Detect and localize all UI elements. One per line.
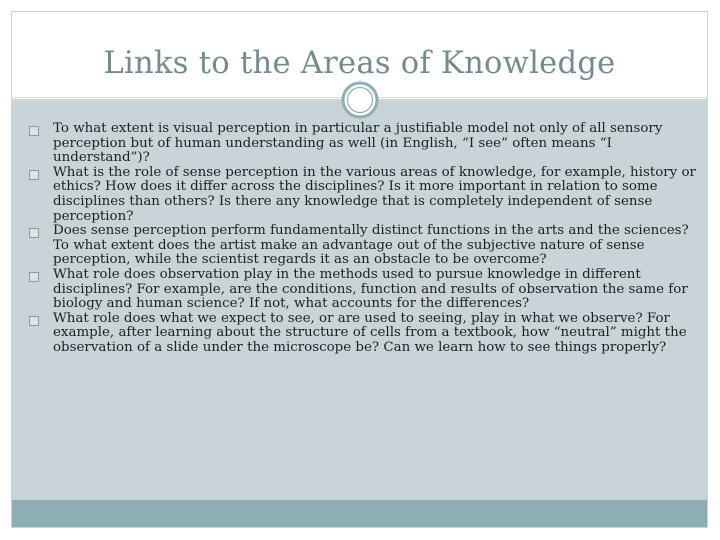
slide-title: Links to the Areas of Knowledge <box>103 46 616 81</box>
square-bullet-icon <box>29 170 39 180</box>
list-item <box>29 122 697 166</box>
square-bullet-icon <box>29 316 39 326</box>
bullet-text: What role does observation play in the methods used to pursue knowledge in different disciplines? For example, are the conditions, function and results of observation the same for biology and human science? If not, what accounts for the differences? <box>53 266 688 312</box>
title-divider-right <box>378 97 707 98</box>
bullet-text: What is the role of sense perception in the various areas of knowledge, for example, history or ethics? How does it differ across the disciplines? Is it more important in relation to some disciplines than others? Is there any knowledge that is completely independent of sense perception? <box>53 164 696 224</box>
list-item <box>29 224 697 268</box>
title-divider-left <box>12 97 342 98</box>
list-item <box>29 312 697 356</box>
square-bullet-icon <box>29 126 39 136</box>
square-bullet-icon <box>29 272 39 282</box>
list-item <box>29 268 697 312</box>
footer-bar <box>12 500 707 527</box>
list-item <box>29 166 697 224</box>
circle-emblem-icon <box>340 80 380 120</box>
square-bullet-icon <box>29 228 39 238</box>
bullet-list <box>29 122 697 356</box>
bullet-text: Does sense perception perform fundamentally distinct functions in the arts and the sciences? To what extent does the artist make an advantage out of the subjective nature of sense perception, while the scientist regards it as an obstacle to be overcome? <box>53 223 689 268</box>
bullet-text: To what extent is visual perception in particular a justifiable model not only of all sensory perception but of human understanding as well (in English, “I see” often means “I understand”)? <box>53 121 663 166</box>
bullet-text: What role does what we expect to see, or are used to seeing, play in what we observe? For example, after learning about the structure of cells from a textbook, how “neutral” might the observation of a slide under the microscope be? Can we learn how to see things properly? <box>53 310 687 355</box>
